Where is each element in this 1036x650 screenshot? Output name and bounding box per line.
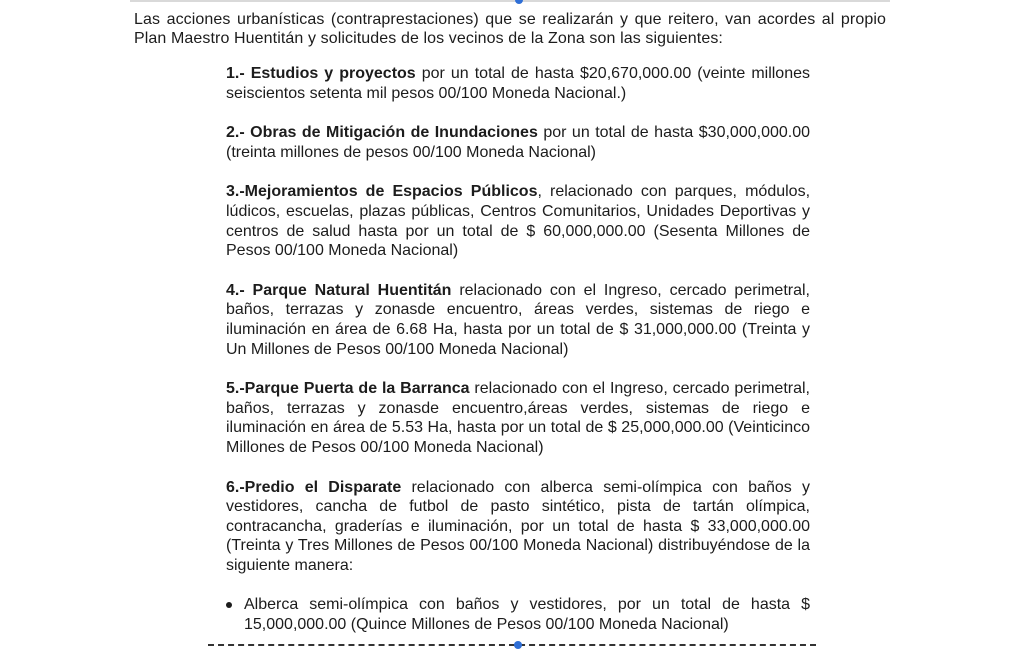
item-text: por un total de hasta $30,000,000.00 (treinta millones de pesos 00/100 Moneda Nacional) (226, 124, 811, 161)
bullet-item (226, 595, 810, 634)
item-title: 6.-Predio el Disparate (226, 478, 402, 496)
item-text: por un total de hasta $20,670,000.00 (veinte millones seiscientos setenta mil pesos 00/100 Moneda Nacional.) (226, 65, 811, 102)
item-title: 2.- Obras de Mitigación de Inundaciones (226, 124, 538, 142)
list-item (226, 182, 810, 260)
item-title: 4.- Parque Natural Huentitán (226, 281, 452, 299)
list-item (226, 478, 810, 576)
list-item (226, 281, 810, 359)
item-title: 5.-Parque Puerta de la Barranca (226, 380, 470, 398)
page-marker-top (515, 0, 523, 4)
item-text: relacionado con el Ingreso, cercado perimetral, baños, terrazas y zonasde encuentro,áreas verdes, sistemas de riego e iluminación en área de 5.53 Ha, hasta por un total de $ 25,000,000.00 (Veinticinco Millones de Pesos 00/100 Moneda Nacional) (226, 380, 810, 456)
actions-list (226, 64, 810, 635)
item-title: 3.-Mejoramientos de Espacios Públicos (226, 183, 538, 201)
list-item (226, 379, 810, 457)
item-text: relacionado con alberca semi-olímpica con baños y vestidores, cancha de futbol de pasto sintético, pista de tartán olímpica, contracancha, graderías e iluminación, por un total de hasta $ 33,000,000.00 (Treinta y Tres Millones de Pesos 00/100 Moneda Nacional) distribuyéndose de la siguiente manera: (226, 478, 810, 574)
page-marker-bottom (514, 641, 522, 649)
list-item (226, 64, 810, 103)
item-text: , relacionado con parques, módulos, lúdicos, escuelas, plazas públicas, Centros Comunitarios, Unidades Deportivas y centros de salud hasta por un total de $ 60,000,000.00 (Sesenta Millones de Pesos 00/100 Moneda Nacional) (226, 183, 811, 260)
bullet-icon (226, 602, 232, 608)
intro-paragraph: Las acciones urbanísticas (contraprestaciones) que se realizarán y que reitero, van acordes al propio Plan Maestro Huentitán y solicitudes de los vecinos de la Zona son las siguientes: (134, 11, 886, 47)
top-page-edge (130, 0, 890, 2)
item-title: 1.- Estudios y proyectos (226, 65, 416, 82)
bullet-text: Alberca semi-olímpica con baños y vestidores, por un total de hasta $ 15,000,000.00 (Quince Millones de Pesos 00/100 Moneda Nacional) (244, 596, 810, 634)
page-break-line (208, 644, 816, 646)
item-text: relacionado con el Ingreso, cercado perimetral, baños, terrazas y zonasde encuentro, áreas verdes, sistemas de riego e iluminación en área de 6.68 Ha, hasta por un total de $ 31,000,000.00 (Treinta y Un Millones de Pesos 00/100 Moneda Nacional) (226, 281, 810, 358)
list-item (226, 123, 810, 162)
